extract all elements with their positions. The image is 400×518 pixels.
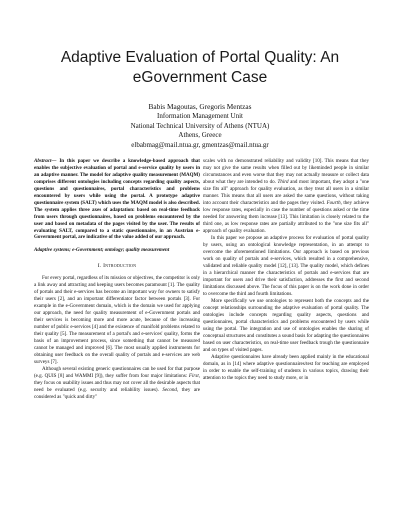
intro-p2-text-b: , they focus on usability issues and thus may not cover all the desirable aspects that need be evaluated (e.g. security and reliability issues). — [34, 373, 200, 394]
author-block — [0, 102, 400, 150]
section-number: I. — [97, 263, 102, 270]
right-paragraph-1 — [203, 158, 369, 234]
section-title: Introduction — [103, 263, 137, 270]
affiliation-city: Athens, Greece — [178, 131, 222, 140]
author-names: Babis Magoutas, Gregoris Mentzas — [148, 102, 252, 111]
abstract-lead: Abstract— — [34, 158, 57, 164]
abstract-text: In this paper we describe a knowledge-based approach that enables the subjective evaluation of portal and e-service quality by users in an adaptive manner. The model for adaptive quality measurement (MAQM) comprises different ontologies including concepts regarding quality aspects, questions and questionnaires, portal characteristics and problems encountered by users while using the portal. A prototype adaptive questionnaire system (SALT) which uses the MAQM model is also described. The system applies three axes of adaptation: based on real-time feedback from users through questionnaires, based on problems encountered by the user and based on metadata of the pages visited by the user. The results of evaluating SALT, compared to a static questionnaire, in an Austrian e-Government portal, are indicative of the value added of our approach. — [34, 158, 200, 241]
right-paragraph-3: More specifically we use ontologies to represent both the concepts and the concept relationships surrounding the adaptive evaluation of portal quality. The ontologies include concepts regarding quality aspects, questions and questionnaires, portal characteristics and problems encountered by users while using the portal. The integration and use of ontologies enables the sharing of conceptual structures and constitutes a sound basis for adapting the questionnaires based on user characteristics, on real-time user feedback trough the questionnaire and on types of visited pages. — [203, 298, 369, 353]
intro-p2-text-c: , they are considered as "quick and dirty" — [34, 387, 200, 401]
right-p1-text-c: , they achieve low response rates, especially in case the number of questions asked or the time needed for answering them increase [13]. This limitation is closely related to the third one, as low response rates are partially attributed to the "one size fits all" approach of quality evaluation. — [203, 199, 369, 234]
right-column — [203, 158, 369, 382]
left-column — [34, 158, 200, 401]
affiliation-school: National Technical University of Athens (NTUA) — [130, 121, 270, 130]
affiliation-unit: Information Management Unit — [157, 112, 243, 121]
intro-paragraph-2 — [34, 366, 200, 401]
paper-title — [0, 48, 400, 88]
section-heading-introduction — [34, 263, 200, 270]
right-p1-text-b: and most important, they adopt a "one size fits all" approach for quality evaluation, as they treat all users in a similar manner. This means that all users are asked the same questions, without taking into account their characteristics and the pages they visited. — [203, 178, 369, 206]
intro-p2-text-a: Although several existing generic questionnaires can be used for that purpose (e.g. QUIS [8] and WAMMI [9]), they suffer from four major limitations: — [34, 366, 200, 380]
right-p1-fourth: Fourth — [326, 199, 341, 206]
intro-paragraph-1: For every portal, regardless of its mission or objectives, the competitor is only a link away and attracting and keeping users becomes paramount [1]. The quality of portals and their e-services has become an important way for owners to satisfy their users [2], and an important differentiator factor between portals [3]. For example in the e-Government domain, which is the domain we used for applying our approach, the need for quality measurement of e-Government portals and their services is becoming more and more acute, because of the increasing number of public e-services [4] and the existence of manifold problems related to their quality [5]. The measurement of a portal's and e-services' quality, forms the basis of an improvement process, since something that cannot be measured cannot be managed and improved [6]. The most usually applied instruments for obtaining user feedback on the overall quality of portals and e-services are web surveys [7]. — [34, 275, 200, 365]
right-paragraph-2: In this paper we propose an adaptive process for evaluation of portal quality by users, using an ontological knowledge representation, in an attempt to overcome the aforementioned limitations. Our approach is based on previous work on quality of portals and e-services, which resulted in a comprehensive, validated and reliable quality model [12], [13]. The quality model, which defines in a hierarchical manner the characteristics of portals and e-services that are important for users and drive their satisfaction, addresses the first and second limitations discussed above. The focus of this paper is on the work done in order to overcome the third and fourth limitations. — [203, 234, 369, 297]
right-p1-third: Third — [277, 178, 289, 185]
abstract — [34, 158, 200, 241]
title-line-1: Adaptive Evaluation of Portal Quality: An — [60, 49, 340, 66]
author-emails: elbabmag@mail.ntua.gr, gmentzas@mail.ntua.gr — [131, 140, 269, 149]
keywords: Adaptive systems; e-Government; ontology; quality measurement — [34, 247, 170, 254]
right-p1-text-a: scales with no demonstrated reliability and validity [10]. This means that they may not give the same results when filled out by likeminded people in similar circumstances and even worse that they may not actually measure or collect data about what they are intended to do. — [203, 158, 369, 185]
right-paragraph-4: Adaptive questionnaires have already been applied mainly in the educational domain, as in [14] where adaptive questionnaires/test for teaching are employed in order to enable the self-training of students in various topics, drawing their attention to the topics they need to study more, or in — [203, 354, 369, 382]
intro-p2-first: First — [188, 373, 199, 380]
intro-p2-second: Second — [162, 387, 177, 394]
title-line-2: eGovernment Case — [132, 69, 268, 86]
